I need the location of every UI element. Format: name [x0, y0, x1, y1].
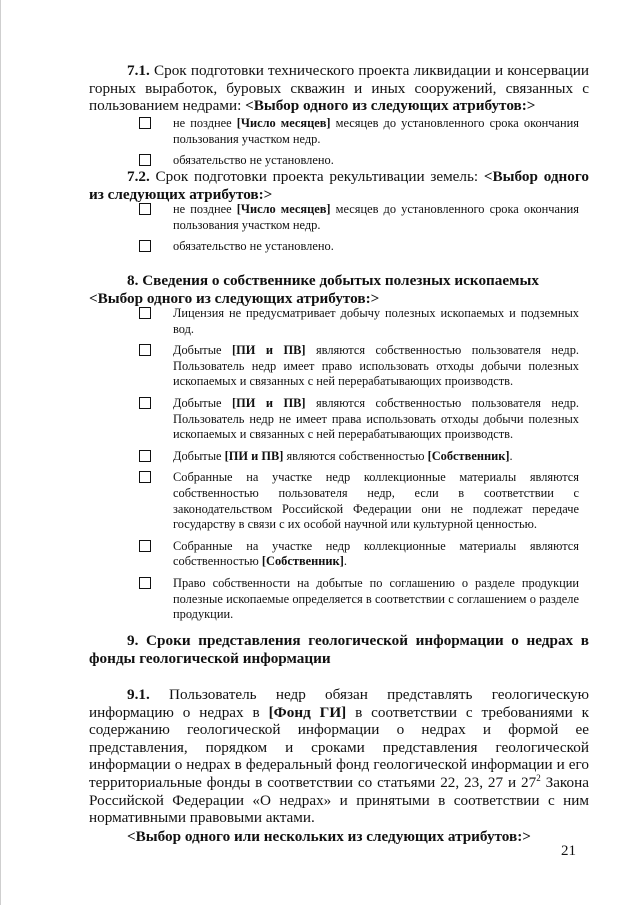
- option-8-psa[interactable]: Право собственности на добытые по соглашению о разделе продукции полезные ископаемые определяется в соответствии с соглашением о разделе продукции.: [139, 576, 579, 623]
- checkbox[interactable]: [139, 577, 151, 589]
- section-8-heading: 8. Сведения о собственнике добытых полезных ископаемых <Выбор одного из следующих атрибутов:>: [89, 272, 539, 307]
- option-7-1-months[interactable]: не позднее [Число месяцев] месяцев до установленного срока окончания пользования участком недр.: [139, 116, 579, 147]
- section-7-2-text: [89, 168, 589, 203]
- section-7-1-number: 7.1.: [127, 62, 150, 79]
- checkbox[interactable]: [139, 117, 151, 129]
- placeholder-owner: [Собственник]: [427, 448, 510, 463]
- section-7-2-selector: <Выбор одного из следующих атрибутов:>: [89, 168, 590, 203]
- checkbox[interactable]: [139, 397, 151, 409]
- option-7-2-months[interactable]: не позднее [Число месяцев] месяцев до установленного срока окончания пользования участком недр.: [139, 202, 579, 233]
- section-9-1-text: 9.1. Пользователь недр обязан представлять геологическую информацию о недрах в [Фонд ГИ] в соответствии с требованиями к содержанию геологической информации о недрах и формой ее представления, порядком и сроками представления геологической информации о недрах в федеральный фонд геологической информации и его территориальные фонды в соответствии со статьями 22, 23, 27 и $27^2$ Закона Российской Федерации «О недрах» и принятыми в соответствии с ним нормативными правовыми актами.: [89, 686, 590, 827]
- option-8-collection-user[interactable]: Собранные на участке недр коллекционные материалы являются собственностью пользователя недр, если в соответствии с законодательством Российской Федерации они не подлежат передаче государству в связи с их особой научной или культурной ценностью.: [139, 470, 579, 532]
- placeholder-pi-pv: [ПИ и ПВ]: [231, 343, 306, 358]
- placeholder-pi-pv: [ПИ и ПВ]: [231, 395, 306, 410]
- section-7-1-selector: <Выбор одного из следующих атрибутов:>: [245, 97, 536, 115]
- section-9-heading: 9. Сроки представления геологической информации о недрах в фонды геологической информации: [89, 632, 589, 667]
- section-7-2-options: [139, 202, 579, 261]
- placeholder-owner: [Собственник]: [261, 554, 344, 569]
- option-8-owner[interactable]: Добытые [ПИ и ПВ] являются собственностью [Собственник].: [139, 449, 579, 465]
- option-8-collection-owner[interactable]: Собранные на участке недр коллекционные материалы являются собственностью [Собственник].: [139, 539, 579, 570]
- checkbox[interactable]: [139, 450, 151, 462]
- section-9-selector: <Выбор одного или нескольких из следующих атрибутов:>: [127, 828, 531, 845]
- page-number: 21: [561, 843, 576, 859]
- section-7-2-number: 7.2.: [127, 168, 150, 185]
- option-7-1-none[interactable]: обязательство не установлено.: [139, 153, 579, 169]
- checkbox[interactable]: [139, 154, 151, 166]
- section-8-options: [139, 306, 579, 629]
- option-8-user-no-waste[interactable]: Добытые [ПИ и ПВ] являются собственностью пользователя недр. Пользователь недр не имеет права использовать отходы добычи полезных ископаемых и связанных с ней перерабатывающих производств.: [139, 396, 579, 443]
- checkbox[interactable]: [139, 240, 151, 252]
- checkbox[interactable]: [139, 540, 151, 552]
- placeholder-pi-pv: [ПИ и ПВ]: [224, 448, 284, 463]
- section-7-1-body: Срок подготовки технического проекта ликвидации и консервации горных выработок, буровых скважин и иных сооружений, связанных с пользованием недрами:: [89, 62, 589, 115]
- section-7-1-options: [139, 116, 579, 175]
- placeholder-fund: [Фонд ГИ]: [268, 703, 347, 721]
- option-8-user-with-waste[interactable]: Добытые [ПИ и ПВ] являются собственностью пользователя недр. Пользователь недр имеет право использовать отходы добычи полезных ископаемых и связанных с ней перерабатывающих производств.: [139, 343, 579, 390]
- checkbox[interactable]: [139, 203, 151, 215]
- checkbox[interactable]: [139, 307, 151, 319]
- checkbox[interactable]: [139, 344, 151, 356]
- option-8-no-mining[interactable]: Лицензия не предусматривает добычу полезных ископаемых и подземных вод.: [139, 306, 579, 337]
- section-8-selector: <Выбор одного из следующих атрибутов:>: [89, 289, 380, 307]
- section-7-2-body: Срок подготовки проекта рекультивации земель:: [149, 168, 484, 185]
- placeholder-months: [Число месяцев]: [236, 116, 331, 130]
- section-9-1-number: 9.1.: [127, 686, 150, 703]
- placeholder-months: [Число месяцев]: [236, 202, 331, 216]
- option-7-2-none[interactable]: обязательство не установлено.: [139, 239, 579, 255]
- section-7-1-text: [89, 62, 589, 115]
- checkbox[interactable]: [139, 471, 151, 483]
